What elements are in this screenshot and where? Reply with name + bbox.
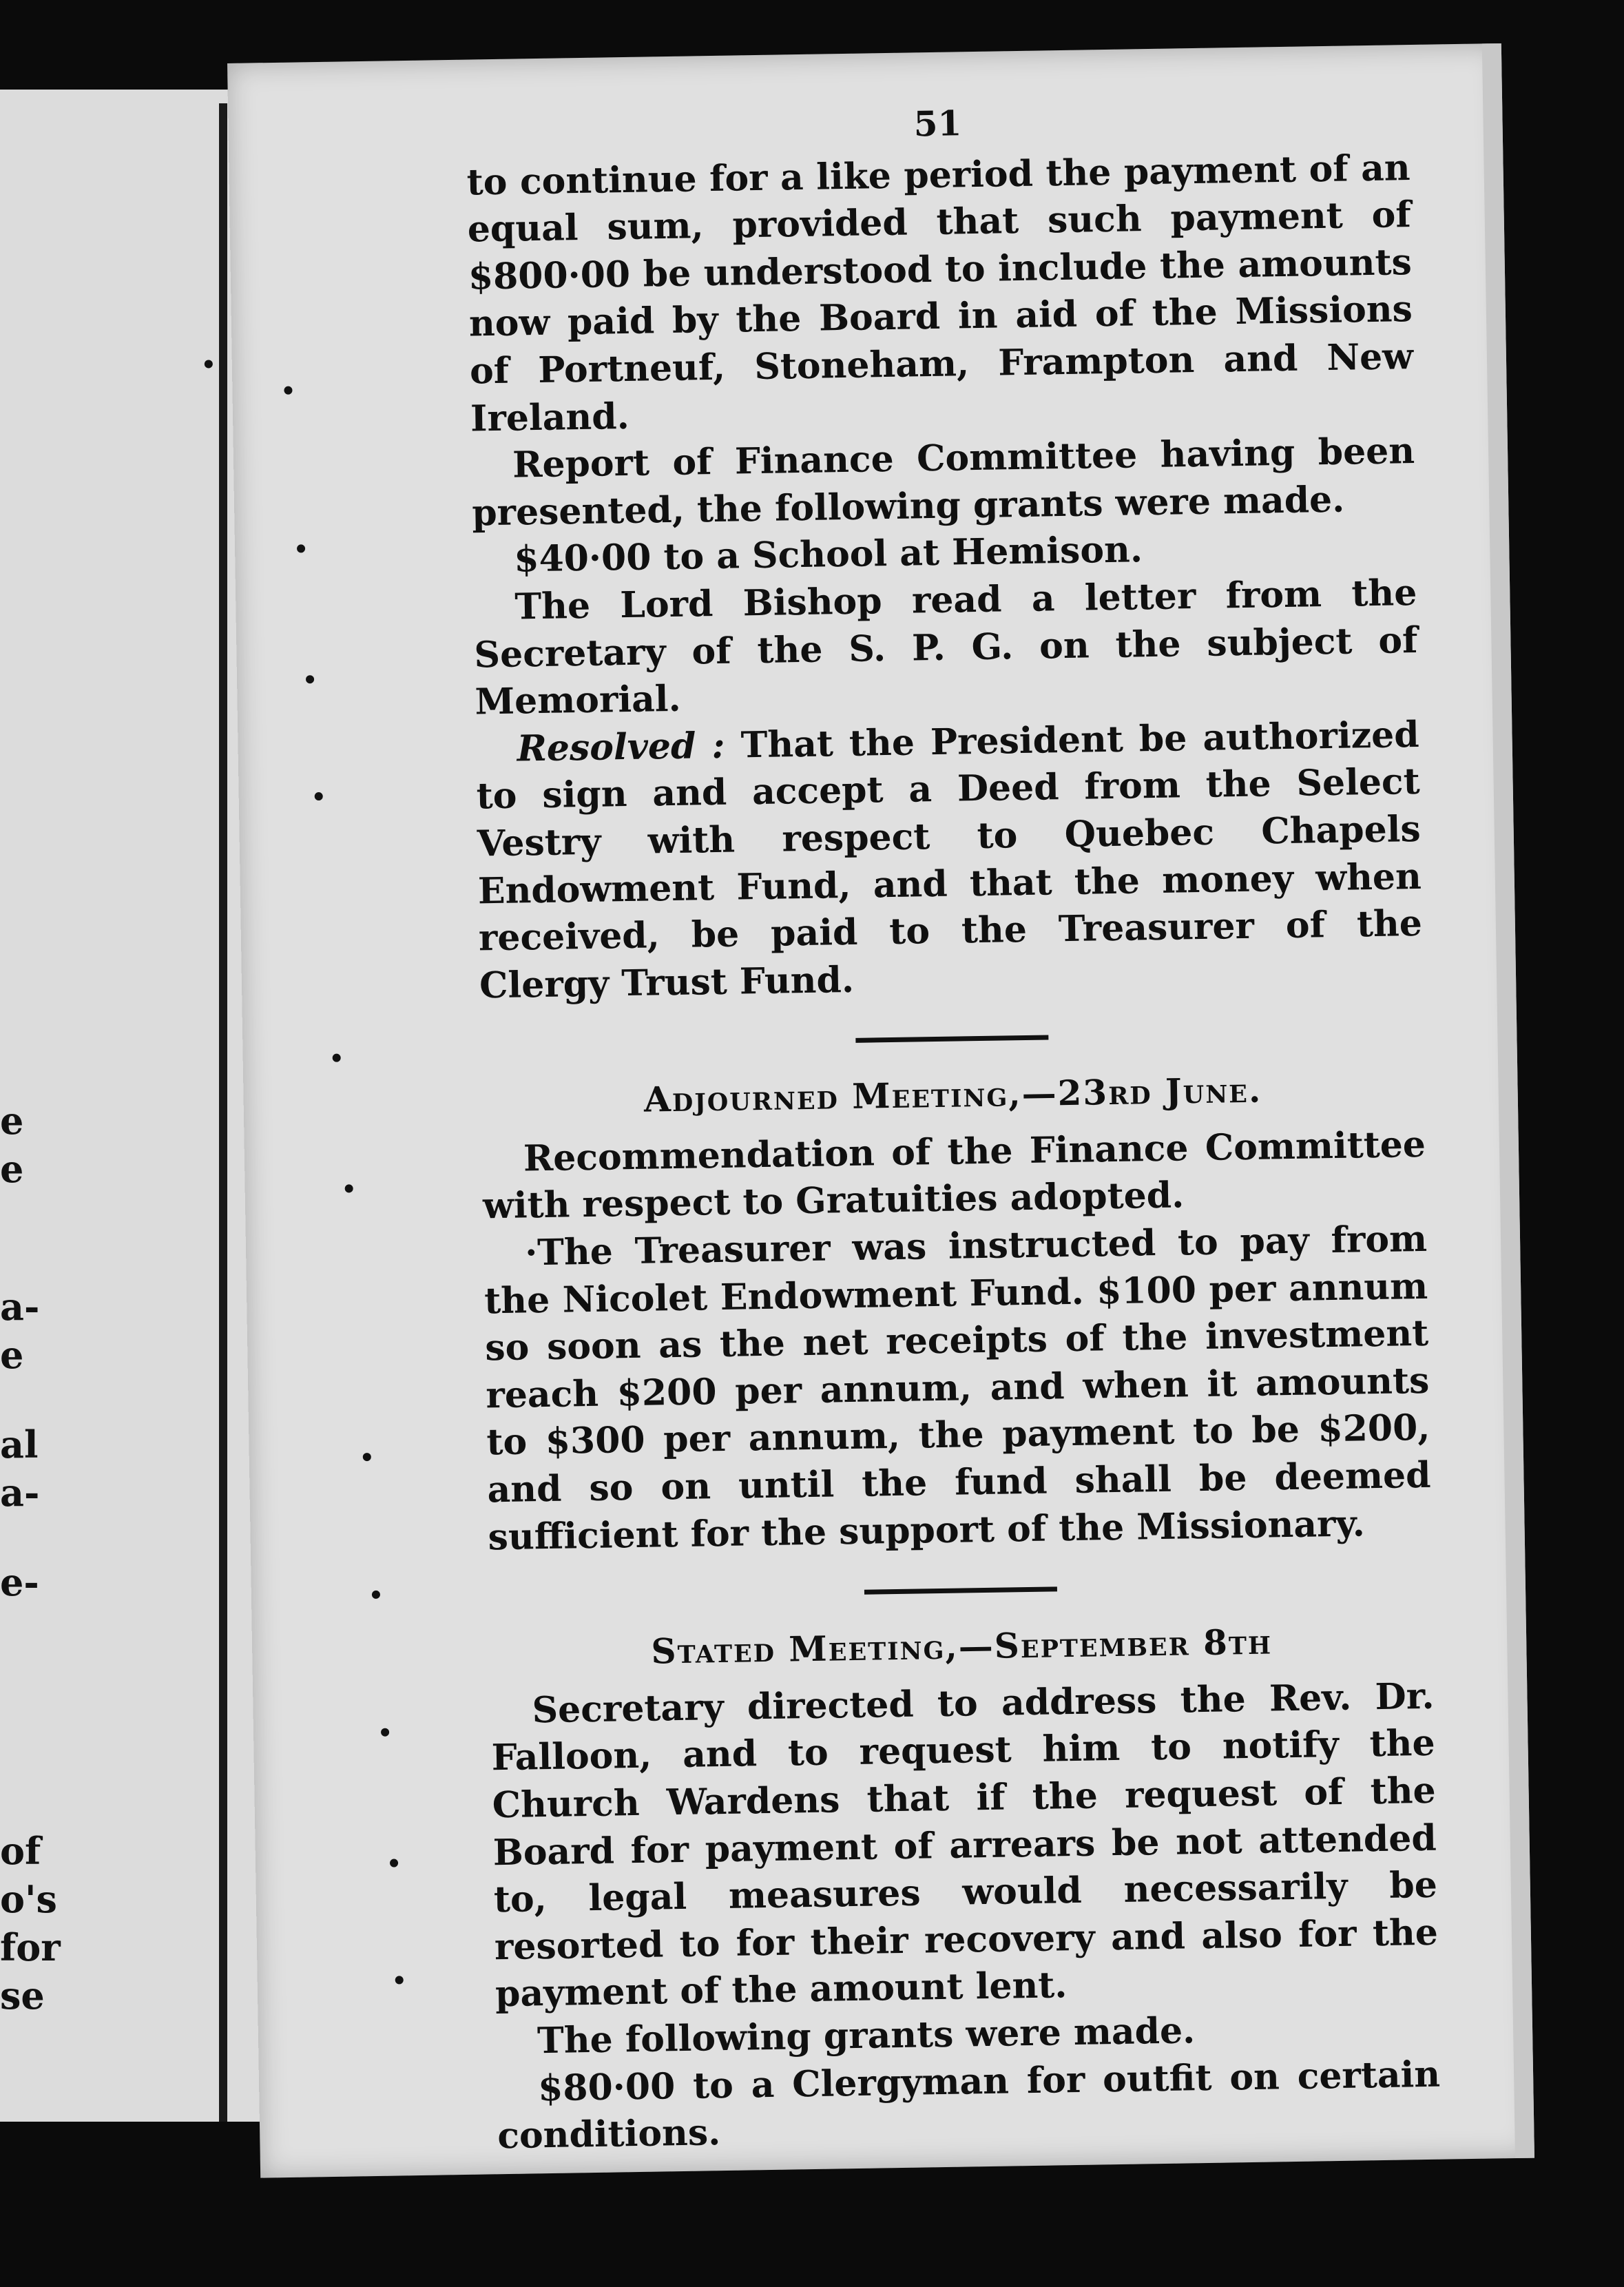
left-fragment: o's [0,1877,57,1921]
left-fragment: e [0,1333,24,1377]
section-divider [864,1587,1057,1595]
left-fragment: e [0,1147,24,1191]
binding-hole [381,1728,389,1737]
paragraph: $80·00 to a Clergyman for outfit on certain conditions. [497,2053,1441,2157]
paragraph: $40·00 to a School at Hemison. [513,528,1143,581]
left-page-edge [219,103,227,2122]
binding-hole [333,1054,341,1062]
paragraph: to continue for a like period the payment of an equal sum, provided that such payment of $800·00 be understood to include the amounts now paid by the Board in aid of the Missions of Portneuf, Stoneham, Frampton and New Ireland. [466,146,1414,440]
paragraph: Secretary directed to address the Rev. Dr. Falloon, and to request him to notify the Church Wardens that if the request of the Board for payment of arrears be not attended to, legal measures would necessarily be resorted to for their recovery and also for the payment of the amount lent. [491,1675,1439,2016]
binding-hole [363,1453,371,1461]
binding-hole [306,675,314,683]
resolution-text: That the President be authorized to sign and accept a Deed from the Select Vestry with respect to Quebec Chapels Endowment Fund, and that the money when received, be paid to the Treasurer of the Clergy Trust Fund. [476,713,1423,1007]
book-page [227,43,1534,2178]
resolution-paragraph [475,712,1423,1010]
paragraph: Report of Finance Committee having been presented, the following grants were made. [471,430,1415,535]
page-text [466,93,1441,2160]
left-fragment: for [0,1925,61,1969]
left-fragment: a- [0,1285,40,1329]
binding-hole [284,386,292,395]
left-fragment: e- [0,1560,39,1604]
left-fragment: e [0,1099,24,1143]
section-divider [855,1035,1048,1043]
binding-hole [395,1976,404,1984]
resolved-label: Resolved : [517,724,726,770]
paragraph: Recommendation of the Finance Committee with respect to Gratuities adopted. [482,1123,1426,1228]
paragraph: ·The Treasurer was instructed to pay from the Nicolet Endowment Fund. $100 per annum so soon as the net receipts of the investment reach $200 per annum, and when it amounts to $300 per annum, the payment to be $200, and so on until the fund shall be deemed sufficient for the support of the Missionary. [483,1217,1431,1558]
section-heading: Adjourned Meeting,—23rd June. [643,1069,1262,1120]
binding-hole [390,1859,398,1867]
left-fragment: a- [0,1471,40,1515]
binding-hole [315,792,323,800]
paragraph: The following grants were made. [537,2009,1196,2062]
page-number: 51 [913,103,962,145]
binding-hole [372,1591,380,1599]
paragraph: The Lord Bishop read a letter from the Secretary of the S. P. G. on the subject of Memorial. [474,571,1418,723]
left-fragment: al [0,1422,39,1467]
page-edge [1482,43,1534,2158]
binding-hole [297,544,305,552]
left-fragment: of [0,1829,41,1873]
binding-hole [345,1184,353,1192]
section-heading: Stated Meeting,—September 8th [651,1621,1273,1672]
left-fragment: se [0,1974,45,2018]
